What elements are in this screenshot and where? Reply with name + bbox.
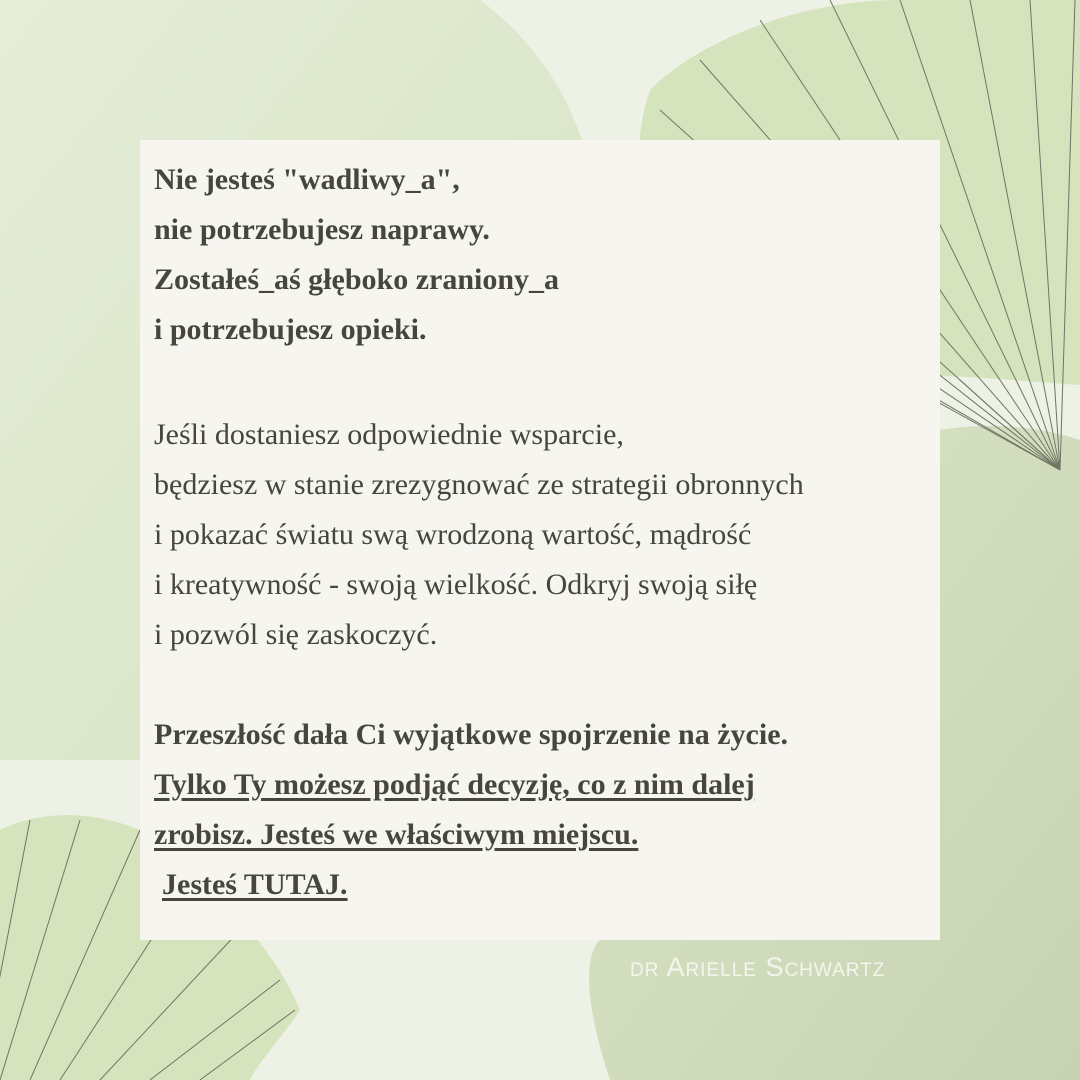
paragraph-1 (154, 155, 559, 355)
line: Jesteś TUTAJ. (162, 868, 348, 901)
line: Przeszłość dała Ci wyjątkowe spojrzenie na życie. (154, 718, 789, 751)
line: będziesz w stanie zrezygnować ze strategii obronnych (154, 468, 804, 501)
line: Nie jesteś "wadliwy_a", (154, 163, 460, 196)
line: i kreatywność - swoją wielkość. Odkryj swoją siłę (154, 568, 758, 601)
line: i pokazać światu swą wrodzoną wartość, mądrość (154, 518, 752, 551)
line: i potrzebujesz opieki. (154, 313, 427, 346)
paragraph-2 (154, 410, 804, 660)
author-signature: dr Arielle Schwartz (630, 952, 886, 982)
line: Tylko Ty możesz podjąć decyzję, co z nim dalej (154, 768, 755, 801)
line: Zostałeś_aś głęboko zraniony_a (154, 263, 560, 296)
line: Jeśli dostaniesz odpowiednie wsparcie, (154, 418, 624, 451)
line: zrobisz. Jesteś we właściwym miejscu. (154, 818, 639, 851)
line: i pozwól się zaskoczyć. (154, 618, 438, 651)
line: nie potrzebujesz naprawy. (154, 213, 490, 246)
paragraph-3 (154, 710, 788, 910)
